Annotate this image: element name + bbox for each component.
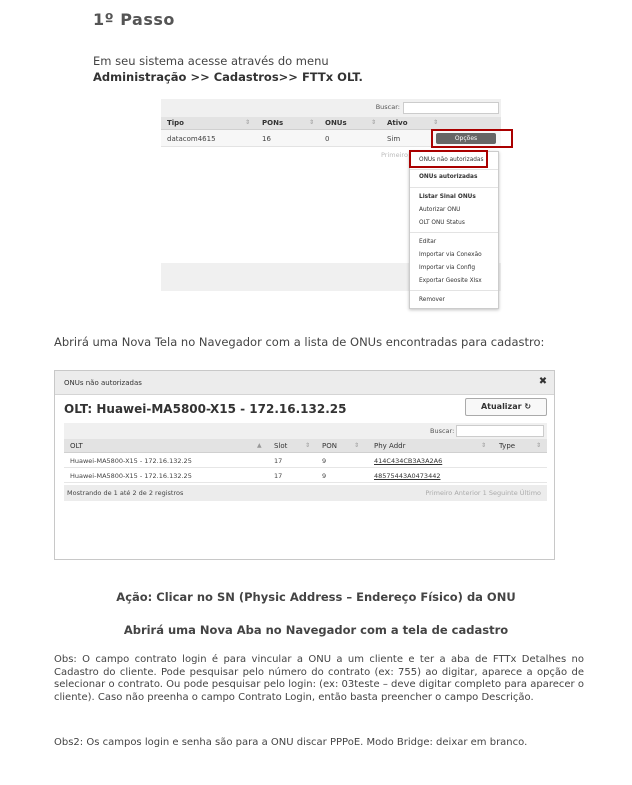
obs-paragraph: Obs: O campo contrato login é para vincular a ONU a um cliente e ter a aba de FTTx Detalhes no Cadastro do cliente. Pode pesquisar pelo número do contrato (ex: 755) ao digitar, aparece a opção de selecionar o contrato. Ou pode pesquisar pelo login: (ex: 03teste – deve digitar completo para aparecer o cliente). Caso não preenha o campo Contrato Login, então basta preencher o campo Descrição. <box>54 654 584 703</box>
cell-pons: 16 <box>262 135 271 143</box>
cell-tipo: datacom4615 <box>167 135 216 143</box>
update-button[interactable]: Atualizar ↻ <box>465 398 547 416</box>
olt-list-screenshot <box>161 99 501 303</box>
intro-line-2 <box>93 69 363 85</box>
highlight-box <box>431 129 513 148</box>
highlight-box <box>409 150 488 168</box>
menu-item-signal[interactable]: Listar Sinal ONUs <box>419 194 476 200</box>
column-tipo[interactable]: Tipo <box>167 119 184 127</box>
intro-line-1: Em seu sistema acesse através do menu <box>93 54 329 68</box>
sort-up-icon: ▲ <box>257 442 262 449</box>
action-heading: Ação: Clicar no SN (Physic Address – Endereço Físico) da ONU <box>116 590 516 604</box>
close-icon[interactable]: ✖ <box>538 376 548 387</box>
menu-item-authorize[interactable]: Autorizar ONU <box>419 207 461 213</box>
records-info: Mostrando de 1 até 2 de 2 registros <box>67 489 184 497</box>
paragraph-new-screen: Abrirá uma Nova Tela no Navegador com a lista de ONUs encontradas para cadastro: <box>54 335 545 349</box>
menu-item-import-connection[interactable]: Importar via Conexão <box>419 252 482 258</box>
sort-icon: ⇕ <box>371 119 377 126</box>
search-input[interactable] <box>456 425 544 437</box>
cell-pon: 9 <box>322 472 327 480</box>
phy-addr-link[interactable]: 48575443A0473442 <box>374 472 441 480</box>
sort-icon: ⇕ <box>536 442 542 449</box>
column-onus[interactable]: ONUs <box>325 119 347 127</box>
column-slot[interactable]: Slot <box>274 442 288 450</box>
menu-item-remove[interactable]: Remover <box>419 297 445 303</box>
column-pon[interactable]: PON <box>322 442 337 450</box>
window-titlebar <box>55 371 554 395</box>
column-olt[interactable]: OLT <box>70 442 83 450</box>
sort-icon: ⇕ <box>354 442 360 449</box>
divider <box>410 169 498 170</box>
column-ativo[interactable]: Ativo <box>387 119 408 127</box>
menu-item-authorized-onus[interactable]: ONUs autorizadas <box>419 174 478 180</box>
sort-icon: ⇕ <box>309 119 315 126</box>
sort-icon: ⇕ <box>305 442 311 449</box>
cell-olt: Huawei-MA5800-X15 - 172.16.132.25 <box>70 457 192 465</box>
table-row <box>64 469 547 483</box>
menu-item-unauthorized-onus[interactable]: ONUs não autorizadas <box>419 157 484 163</box>
pagination[interactable]: Primeiro Anterior 1 Seguinte Último <box>425 489 541 497</box>
options-button[interactable]: Opções <box>436 133 496 144</box>
menu-path: Administração >> Cadastros>> FTTx OLT. <box>93 70 363 84</box>
sort-icon: ⇕ <box>433 119 439 126</box>
search-label: Buscar: <box>430 427 455 435</box>
window-title: ONUs não autorizadas <box>64 379 142 387</box>
search-bar <box>161 99 501 117</box>
column-type[interactable]: Type <box>499 442 516 450</box>
cell-slot: 17 <box>274 472 283 480</box>
sort-icon: ⇕ <box>481 442 487 449</box>
unauthorized-onus-screenshot <box>54 370 555 560</box>
pagination-first[interactable]: Primeiro <box>381 151 408 159</box>
cell-pon: 9 <box>322 457 327 465</box>
column-phy-addr[interactable]: Phy Addr <box>374 442 406 450</box>
phy-addr-link[interactable]: 414C434CB3A3A2A6 <box>374 457 443 465</box>
search-input[interactable] <box>403 102 499 114</box>
divider <box>410 187 498 188</box>
column-pons[interactable]: PONs <box>262 119 284 127</box>
search-label: Buscar: <box>375 103 400 111</box>
intro-text <box>93 53 363 85</box>
menu-item-status[interactable]: OLT ONU Status <box>419 220 465 226</box>
table-header <box>64 439 547 453</box>
menu-item-edit[interactable]: Editar <box>419 239 437 245</box>
divider <box>410 232 498 233</box>
obs2-paragraph: Obs2: Os campos login e senha são para a ONU discar PPPoE. Modo Bridge: deixar em branco. <box>54 737 528 748</box>
table-row <box>64 454 547 468</box>
menu-item-export[interactable]: Exportar Geosite Xlsx <box>419 278 482 284</box>
new-tab-heading: Abrirá uma Nova Aba no Navegador com a tela de cadastro <box>123 623 509 637</box>
menu-item-import-config[interactable]: Importar via Config <box>419 265 476 271</box>
cell-olt: Huawei-MA5800-X15 - 172.16.132.25 <box>70 472 192 480</box>
cell-ativo: Sim <box>387 135 401 143</box>
options-dropdown <box>409 151 499 309</box>
cell-slot: 17 <box>274 457 283 465</box>
olt-title: OLT: Huawei-MA5800-X15 - 172.16.132.25 <box>64 402 347 416</box>
search-bar <box>64 423 547 439</box>
sort-icon: ⇕ <box>245 119 251 126</box>
step-heading: 1º Passo <box>93 10 175 29</box>
cell-onus: 0 <box>325 135 330 143</box>
table-footer <box>64 485 547 501</box>
divider <box>410 290 498 291</box>
